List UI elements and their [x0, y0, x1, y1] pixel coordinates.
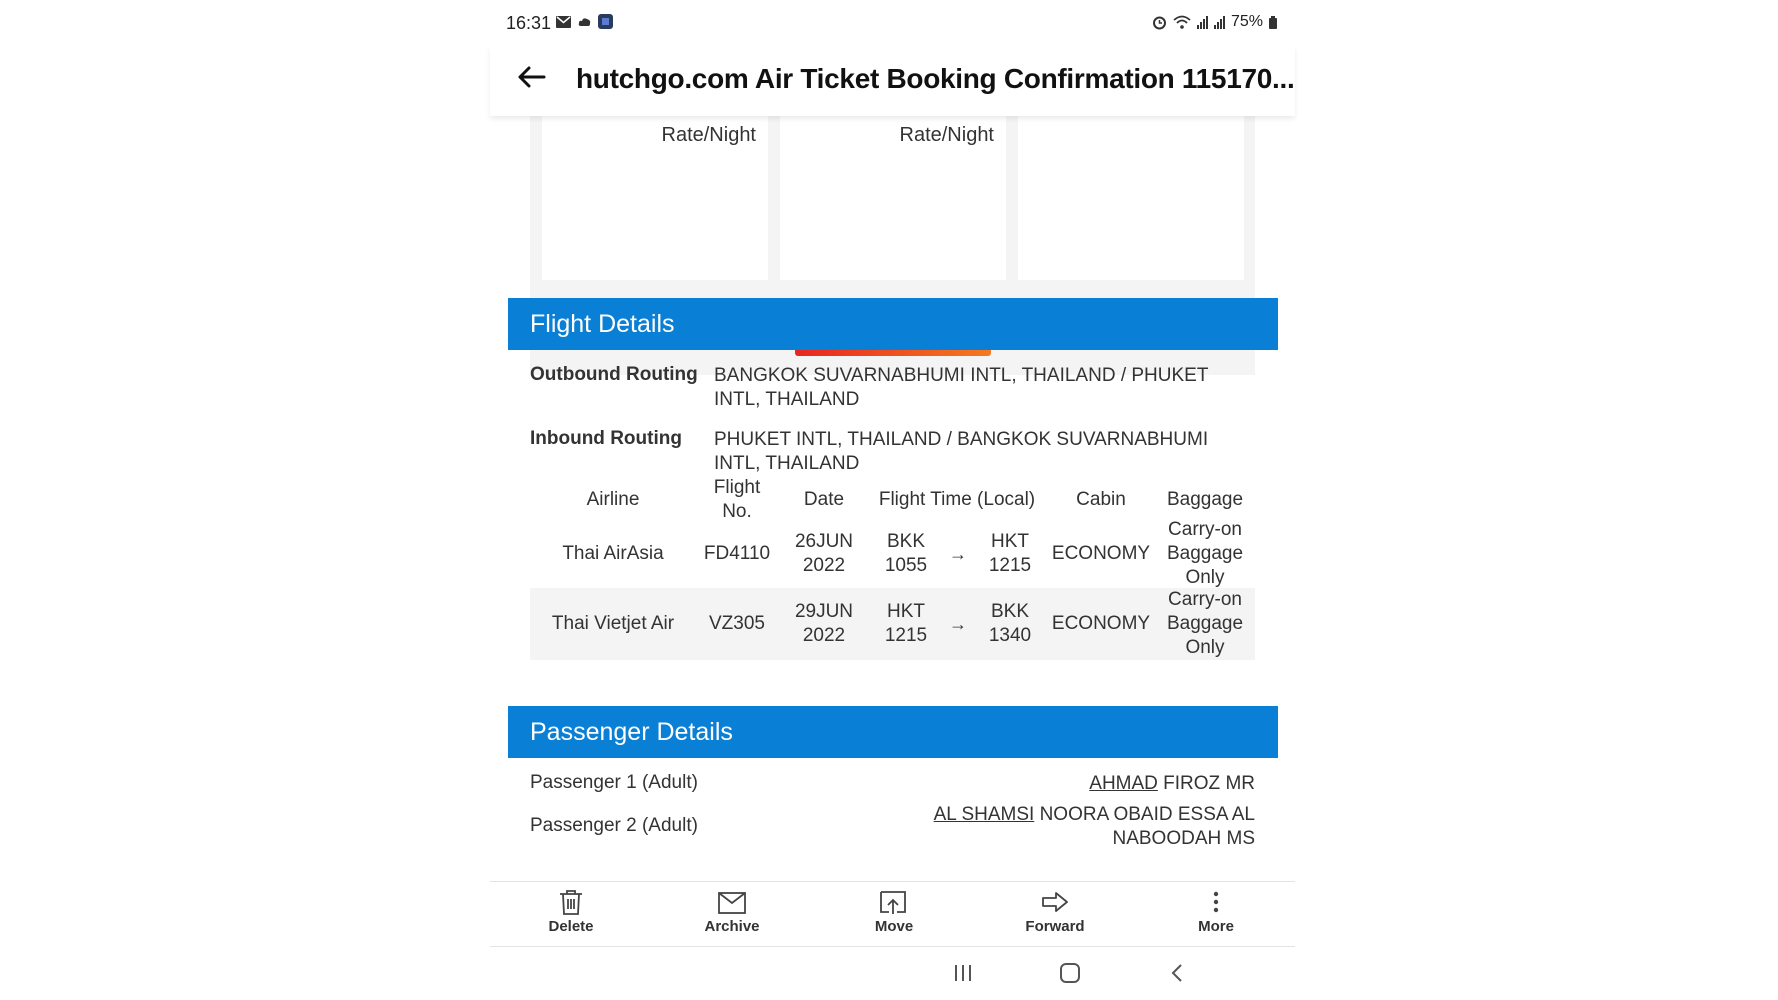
passenger-given-name: FIROZ MR [1157, 773, 1255, 794]
signal-icon [1214, 15, 1225, 29]
departure-cell: BKK 1055 [884, 531, 928, 576]
passenger-details-heading: Passenger Details [508, 706, 1278, 758]
column-header: Cabin [1076, 489, 1126, 510]
system-icons [1152, 13, 1277, 31]
flight-details-heading: Flight Details [508, 298, 1278, 350]
hotel-rate-label: Rate/Night [661, 124, 756, 146]
baggage-cell: Carry-on Baggage Only [1166, 519, 1244, 588]
passenger-label: Passenger 2 (Adult) [530, 815, 698, 836]
column-header: Flight No. [713, 477, 761, 522]
airline-cell: Thai AirAsia [562, 543, 664, 564]
archive-button[interactable] [672, 888, 792, 935]
inbound-routing-label: Inbound Routing [530, 428, 682, 449]
date-cell: 29JUN 2022 [794, 601, 854, 646]
email-header [490, 46, 1295, 116]
phone-screen [490, 0, 1295, 1000]
table-row [530, 588, 1255, 660]
cabin-cell: ECONOMY [1051, 613, 1151, 634]
archive-label: Archive [704, 918, 760, 935]
cloud-icon [578, 17, 591, 27]
column-header: Airline [586, 489, 640, 510]
passenger-surname: AHMAD [1089, 773, 1158, 794]
back-nav-icon[interactable] [1166, 962, 1190, 984]
alarm-icon [1152, 15, 1167, 30]
flight-number-cell: FD4110 [703, 543, 771, 564]
notification-icons [556, 14, 613, 29]
outbound-routing-value: BANGKOK SUVARNABHUMI INTL, THAILAND / PHUKET INTL, THAILAND [714, 365, 1209, 410]
table-header-row [530, 477, 1255, 522]
column-header: Flight Time (Local) [878, 489, 1036, 510]
column-header: Date [803, 489, 845, 510]
departure-cell: HKT 1215 [884, 601, 928, 646]
signal-icon [1197, 15, 1208, 29]
passenger-given-name: NOORA OBAID ESSA AL NABOODAH MS [1034, 804, 1255, 849]
inbound-routing-value: PHUKET INTL, THAILAND / BANGKOK SUVARNABHUMI INTL, THAILAND [714, 429, 1209, 474]
more-label: More [1198, 918, 1234, 935]
hotel-rate-label: Rate/Night [899, 124, 994, 146]
table-row [530, 520, 1255, 588]
arrow-icon: → [949, 544, 967, 564]
arrival-cell: HKT 1215 [988, 531, 1032, 576]
battery-icon [1269, 16, 1277, 29]
trash-icon [558, 888, 584, 916]
system-nav-bar [490, 948, 1295, 1000]
column-header: Baggage [1166, 489, 1244, 510]
app-icon [598, 14, 613, 29]
mail-icon [556, 16, 571, 28]
arrival-cell: BKK 1340 [988, 601, 1032, 646]
passenger-name [915, 803, 1255, 851]
forward-label: Forward [1025, 918, 1085, 935]
airline-cell: Thai Vietjet Air [551, 613, 675, 634]
status-time: 16:31 [506, 13, 552, 33]
move-icon [879, 888, 909, 916]
home-icon[interactable] [1058, 962, 1082, 984]
passenger-name [915, 772, 1255, 796]
flight-number-cell: VZ305 [709, 613, 765, 634]
email-subject: hutchgo.com Air Ticket Booking Confirmation 115170... [576, 63, 1295, 94]
passenger-label: Passenger 1 (Adult) [530, 772, 698, 793]
delete-label: Delete [548, 918, 594, 935]
passenger-surname: AL SHAMSI [933, 804, 1035, 825]
more-button[interactable] [1156, 888, 1276, 935]
move-button[interactable] [834, 888, 954, 935]
status-bar [490, 0, 1295, 46]
forward-icon [1040, 888, 1070, 916]
email-body[interactable] [490, 116, 1295, 881]
battery-level: 75% [1230, 13, 1263, 30]
recent-apps-icon[interactable] [951, 962, 975, 984]
forward-button[interactable] [995, 888, 1115, 935]
wifi-icon [1173, 15, 1191, 29]
date-cell: 26JUN 2022 [794, 531, 854, 576]
back-arrow-icon[interactable] [514, 60, 548, 94]
baggage-cell: Carry-on Baggage Only [1166, 589, 1244, 658]
outbound-routing-label: Outbound Routing [530, 364, 698, 385]
move-label: Move [874, 918, 914, 935]
delete-button[interactable] [511, 888, 631, 935]
email-action-bar [490, 881, 1295, 947]
cabin-cell: ECONOMY [1051, 543, 1151, 564]
arrow-icon: → [949, 614, 967, 634]
archive-icon [717, 888, 747, 916]
more-vertical-icon [1201, 888, 1231, 916]
